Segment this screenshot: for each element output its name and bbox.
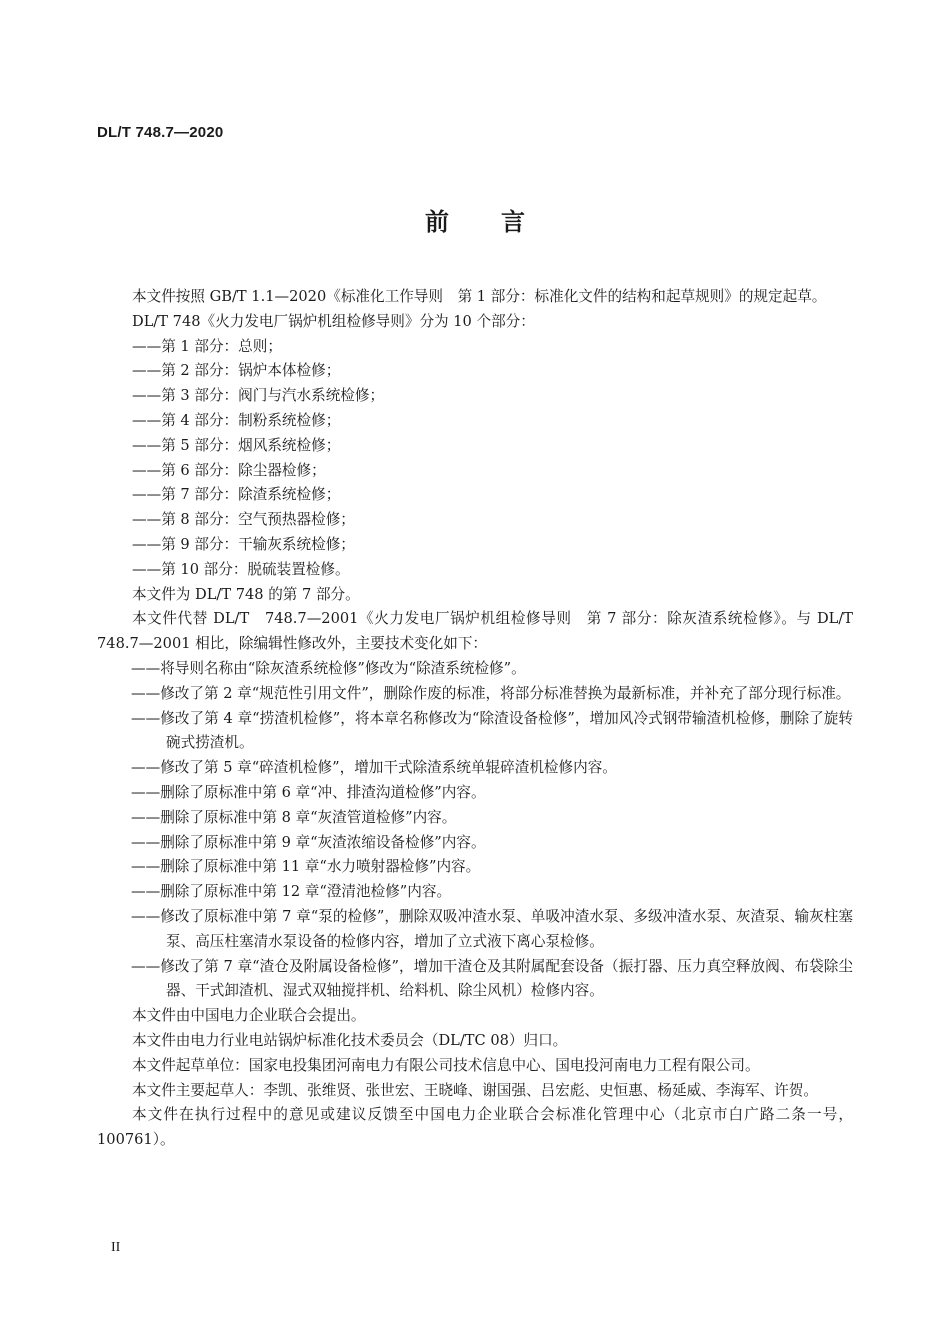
paragraph-drafting-units: 本文件起草单位：国家电投集团河南电力有限公司技术信息中心、国电投河南电力工程有限公司。 [132, 1056, 760, 1074]
list-item-part: ——第 1 部分：总则； [132, 337, 282, 355]
list-item-change: ——删除了原标准中第 8 章“灰渣管道检修”内容。 [131, 808, 457, 826]
list-item-part: ——第 8 部分：空气预热器检修； [132, 511, 355, 529]
list-item-change: ——修改了原标准中第 7 章“泵的检修”，删除双吸冲渣水泵、单吸冲渣水泵、多级冲渣水泵、灰渣泵、输灰柱塞泵、高压柱塞清水泵设备的检修内容，增加了立式液下离心泵检修。 [131, 907, 853, 950]
title-char-2: 言 [501, 208, 525, 236]
list-item-part: ——第 7 部分：除渣系统检修； [132, 486, 341, 504]
title-char-1: 前 [425, 208, 449, 236]
list-item-part: ——第 9 部分：干输灰系统检修； [132, 535, 355, 553]
foreword-body [97, 285, 853, 1153]
standard-code: DL/T 748.7—2020 [97, 124, 224, 141]
list-item-part: ——第 5 部分：烟风系统检修； [132, 436, 341, 454]
paragraph-proposer: 本文件由中国电力企业联合会提出。 [132, 1007, 366, 1025]
paragraph-drafters: 本文件主要起草人：李凯、张维贤、张世宏、王晓峰、谢国强、吕宏彪、史恒惠、杨延威、李海军、许贺。 [132, 1081, 818, 1099]
paragraph-drafting-rules: 本文件按照 GB/T 1.1—2020《标准化工作导则 第 1 部分：标准化文件的结构和起草规则》的规定起草。 [132, 288, 827, 305]
paragraph-feedback: 本文件在执行过程中的意见或建议反馈至中国电力企业联合会标准化管理中心（北京市白广路二条一号，100761）。 [97, 1106, 853, 1149]
page-number: II [111, 1240, 121, 1255]
list-item-part: ——第 3 部分：阀门与汽水系统检修； [132, 387, 385, 405]
list-item-change: ——修改了第 4 章“捞渣机检修”，将本章名称修改为“除渣设备检修”，增加风冷式钢带输渣机检修，删除了旋转碗式捞渣机。 [131, 709, 853, 752]
list-item-change: ——修改了第 2 章“规范性引用文件”，删除作废的标准，将部分标准替换为最新标准，并补充了部分现行标准。 [131, 684, 851, 702]
list-item-part: ——第 4 部分：制粉系统检修； [132, 411, 341, 429]
list-item-part: ——第 10 部分：脱硫装置检修。 [132, 560, 350, 578]
list-item-part: ——第 6 部分：除尘器检修； [132, 461, 326, 479]
list-item-change: ——修改了第 5 章“碎渣机检修”，增加干式除渣系统单辊碎渣机检修内容。 [131, 759, 617, 777]
paragraph-parts-intro: DL/T 748《火力发电厂锅炉机组检修导则》分为 10 个部分： [132, 312, 535, 330]
list-item-change: ——删除了原标准中第 12 章“澄清池检修”内容。 [131, 883, 452, 901]
list-item-change: ——修改了第 7 章“渣仓及附属设备检修”，增加干渣仓及其附属配套设备（振打器、压力真空释放阀、布袋除尘器、干式卸渣机、湿式双轴搅拌机、给料机、除尘风机）检修内容。 [131, 957, 853, 1000]
list-item-change: ——删除了原标准中第 6 章“冲、排渣沟道检修”内容。 [131, 783, 486, 801]
paragraph-part-number: 本文件为 DL/T 748 的第 7 部分。 [132, 585, 360, 603]
list-item-part: ——第 2 部分：锅炉本体检修； [132, 362, 341, 380]
list-item-change: ——删除了原标准中第 11 章“水力喷射器检修”内容。 [131, 858, 481, 876]
list-item-change: ——将导则名称由“除灰渣系统检修”修改为“除渣系统检修”。 [131, 659, 526, 677]
list-item-change: ——删除了原标准中第 9 章“灰渣浓缩设备检修”内容。 [131, 833, 486, 851]
paragraph-committee: 本文件由电力行业电站锅炉标准化技术委员会（DL/TC 08）归口。 [132, 1031, 568, 1049]
page-title [0, 202, 950, 237]
paragraph-replaces: 本文件代替 DL/T 748.7—2001《火力发电厂锅炉机组检修导则 第 7 部分：除灰渣系统检修》。与 DL/T 748.7—2001 相比，除编辑性修改外，主要技术变化如下： [97, 610, 853, 653]
